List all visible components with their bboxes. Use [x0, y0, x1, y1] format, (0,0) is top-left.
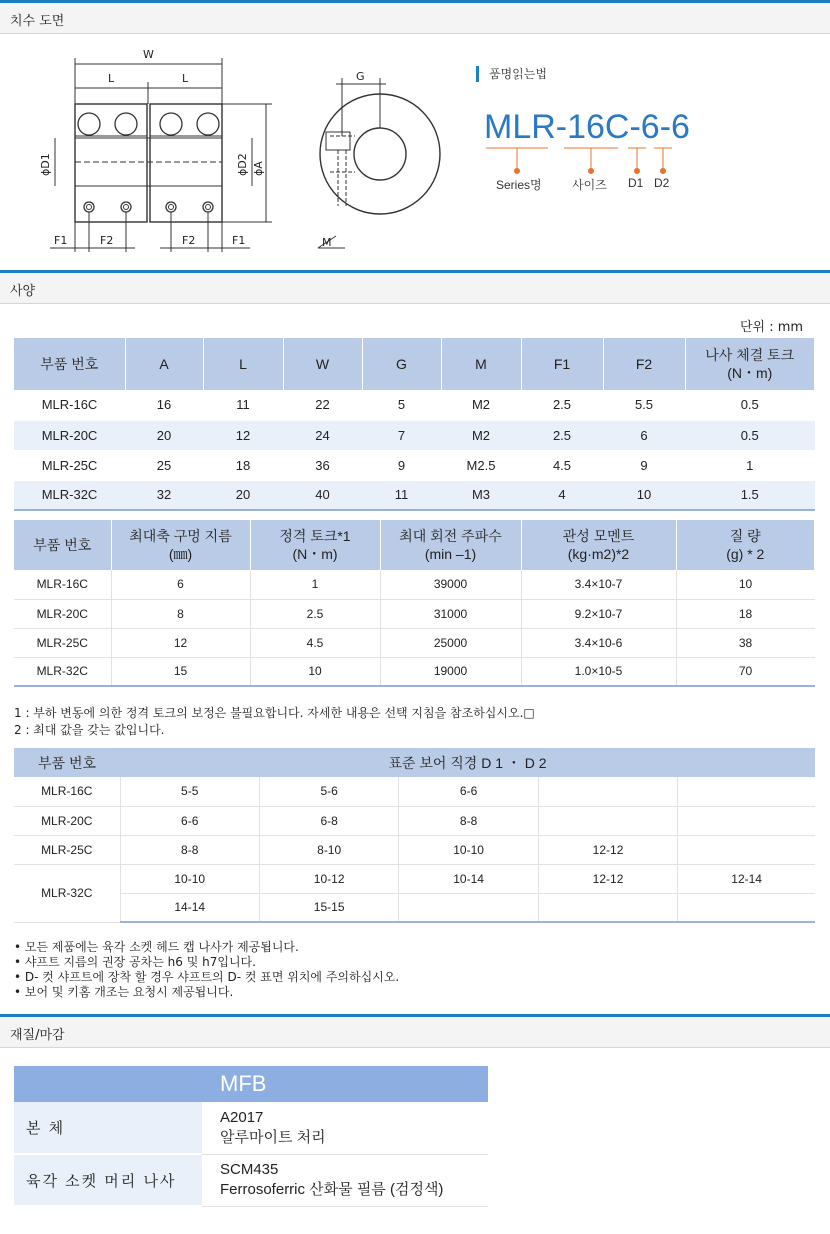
- label-F1a: F1: [54, 234, 68, 247]
- table-cell: MLR-32C: [14, 657, 111, 686]
- header-mfb: MFB: [202, 1066, 488, 1102]
- table-header-row: [14, 338, 815, 390]
- bullet-4: • 보어 및 키홈 개조는 요청시 제공됩니다.: [14, 985, 234, 999]
- table-row: [14, 777, 815, 806]
- note-1: 1 : 부하 변동에 의한 정격 토크의 보정은 불필요합니다. 자세한 내용은 선택 지침을 참조하십시오.□: [14, 706, 535, 720]
- material-line: A2017: [220, 1108, 264, 1126]
- unit-label: 단위 : mm: [740, 320, 804, 335]
- section-material-bar: [0, 1014, 830, 1048]
- table-cell: 22: [283, 390, 362, 420]
- bore-cell: 8-8: [399, 806, 538, 835]
- bore-cell: 12-14: [678, 864, 815, 893]
- table-cell: 12: [203, 420, 283, 450]
- table-cell: MLR-25C: [14, 628, 111, 657]
- label-L1: L: [108, 72, 115, 85]
- header-F2: F2: [603, 338, 685, 390]
- table-row: [14, 420, 815, 450]
- material-line: Ferrosoferric 산화물 필름 (검정색): [220, 1181, 444, 1198]
- table-cell: 9: [603, 450, 685, 480]
- material-row-body: [14, 1102, 488, 1154]
- table-cell: 1: [250, 570, 380, 599]
- header-A: A: [125, 338, 203, 390]
- table-header-row: [14, 1066, 488, 1102]
- table-row: [14, 570, 815, 599]
- table-cell: MLR-16C: [14, 570, 111, 599]
- table-cell: 2.5: [521, 420, 603, 450]
- section-dimension-bar: [0, 0, 830, 34]
- table-cell: 5: [362, 390, 441, 420]
- section-spec-bar: [0, 270, 830, 304]
- table-cell: 25: [125, 450, 203, 480]
- table-cell: 4.5: [250, 628, 380, 657]
- table-cell: 2.5: [250, 599, 380, 628]
- table-cell: 15: [111, 657, 250, 686]
- table-row: [14, 657, 815, 686]
- bore-cell: 8-10: [259, 835, 398, 864]
- bore-cell: [399, 893, 538, 922]
- table-cell: 10: [250, 657, 380, 686]
- table-cell: 36: [283, 450, 362, 480]
- table-cell: 38: [676, 628, 815, 657]
- material-value: [202, 1102, 488, 1154]
- model-part-size: 사이즈: [572, 178, 607, 192]
- table-cell: 6: [603, 420, 685, 450]
- table-cell: 3.4×10-7: [521, 570, 676, 599]
- table-cell: 40: [283, 480, 362, 510]
- table-cell: 24: [283, 420, 362, 450]
- material-line: SCM435: [220, 1161, 279, 1178]
- header-part: 부품 번호: [14, 748, 120, 777]
- table-row: [14, 390, 815, 420]
- part-cell: MLR-16C: [14, 777, 120, 806]
- table-cell: M2.5: [441, 450, 521, 480]
- bore-cell: 6-6: [399, 777, 538, 806]
- bore-cell: 5-6: [259, 777, 398, 806]
- table-row: [14, 864, 815, 893]
- table-cell: MLR-16C: [14, 390, 125, 420]
- table-header-row: [14, 748, 815, 777]
- table-cell: 7: [362, 420, 441, 450]
- bore-cell: [538, 893, 677, 922]
- table-row: [14, 450, 815, 480]
- label-F2b: F2: [182, 234, 196, 247]
- table-cell: M2: [441, 390, 521, 420]
- table-cell: 39000: [380, 570, 521, 599]
- label-L2: L: [182, 72, 189, 85]
- section-title: 사양: [10, 284, 36, 299]
- table-cell: MLR-25C: [14, 450, 125, 480]
- table-cell: 32: [125, 480, 203, 510]
- section-title: 재질/마감: [10, 1028, 65, 1043]
- bore-table: [14, 748, 815, 923]
- bullet-1: • 모든 제품에는 육각 소켓 헤드 캡 나사가 제공됩니다.: [14, 940, 299, 954]
- table-cell: 8: [111, 599, 250, 628]
- bore-cell: 14-14: [120, 893, 259, 922]
- label-F2a: F2: [100, 234, 114, 247]
- table-cell: 25000: [380, 628, 521, 657]
- section-title: 치수 도면: [10, 14, 65, 29]
- table-cell: 1.0×10-5: [521, 657, 676, 686]
- table-row: [14, 628, 815, 657]
- table-row: [14, 806, 815, 835]
- table-cell: MLR-20C: [14, 420, 125, 450]
- bore-cell: [538, 806, 677, 835]
- model-code: MLR-16C-6-6: [484, 108, 690, 146]
- header-G: G: [362, 338, 441, 390]
- bore-cell: 12-12: [538, 864, 677, 893]
- spec-table-1: [14, 338, 815, 511]
- table-cell: 3.4×10-6: [521, 628, 676, 657]
- label-M: M: [322, 236, 332, 249]
- table-cell: 2.5: [521, 390, 603, 420]
- table-cell: 9: [362, 450, 441, 480]
- label-F1b: F1: [232, 234, 246, 247]
- table-cell: 1: [685, 450, 815, 480]
- material-value: [202, 1154, 488, 1206]
- label-W: W: [143, 48, 154, 61]
- header-part: 부품 번호: [14, 338, 125, 390]
- table-cell: 20: [203, 480, 283, 510]
- table-cell: 31000: [380, 599, 521, 628]
- bore-cell: [678, 835, 815, 864]
- table-cell: 6: [111, 570, 250, 599]
- table-cell: 19000: [380, 657, 521, 686]
- table-row: [14, 893, 815, 922]
- bore-cell: 6-6: [120, 806, 259, 835]
- table-row: [14, 835, 815, 864]
- header-bore: 표준 보어 직경 D 1 ・ D 2: [120, 748, 815, 777]
- table-cell: 0.5: [685, 390, 815, 420]
- table-cell: 4.5: [521, 450, 603, 480]
- header-M: M: [441, 338, 521, 390]
- label-D1: ϕD1: [39, 153, 52, 176]
- bore-cell: [538, 777, 677, 806]
- model-code-pointers: [0, 140, 830, 180]
- table-cell: 18: [676, 599, 815, 628]
- model-part-series: Series명: [496, 178, 542, 192]
- table-cell: 70: [676, 657, 815, 686]
- table-row: [14, 599, 815, 628]
- bore-cell: 15-15: [259, 893, 398, 922]
- header-mass: 질 량 (g) * 2: [676, 520, 815, 570]
- material-key: 본 체: [14, 1102, 202, 1154]
- header-inertia: 관성 모멘트 (kg·m2)*2: [521, 520, 676, 570]
- model-reading-title: 품명읽는법: [476, 66, 547, 82]
- table-row: [14, 480, 815, 510]
- header-max-rpm: 최대 회전 주파수 (min –1): [380, 520, 521, 570]
- table-cell: M2: [441, 420, 521, 450]
- bore-cell: 8-8: [120, 835, 259, 864]
- label-A: ϕA: [252, 161, 265, 176]
- table-cell: 11: [203, 390, 283, 420]
- bore-cell: 12-12: [538, 835, 677, 864]
- note-2: 2 : 최대 값을 갖는 값입니다.: [14, 723, 165, 737]
- table-cell: MLR-32C: [14, 480, 125, 510]
- bore-cell: [678, 893, 815, 922]
- header-max-bore: 최대축 구멍 지름 (㎜): [111, 520, 250, 570]
- bore-cell: 10-10: [120, 864, 259, 893]
- bore-cell: 10-14: [399, 864, 538, 893]
- header-torque: 나사 체결 토크 (N・m): [685, 338, 815, 390]
- table-cell: 20: [125, 420, 203, 450]
- bullet-2: • 샤프트 지름의 권장 공차는 h6 및 h7입니다.: [14, 955, 256, 969]
- bore-cell: 6-8: [259, 806, 398, 835]
- material-row-screw: [14, 1154, 488, 1206]
- table-cell: 0.5: [685, 420, 815, 450]
- table-cell: 9.2×10-7: [521, 599, 676, 628]
- table-cell: MLR-20C: [14, 599, 111, 628]
- part-cell: MLR-25C: [14, 835, 120, 864]
- material-table: [14, 1066, 488, 1207]
- bore-cell: 10-10: [399, 835, 538, 864]
- header-empty: [14, 1066, 202, 1102]
- header-rated-torque: 정격 토크*1 (N・m): [250, 520, 380, 570]
- header-part: 부품 번호: [14, 520, 111, 570]
- table-cell: 10: [603, 480, 685, 510]
- bore-cell: 10-12: [259, 864, 398, 893]
- table-cell: 16: [125, 390, 203, 420]
- part-cell: MLR-20C: [14, 806, 120, 835]
- header-W: W: [283, 338, 362, 390]
- material-key: 육각 소켓 머리 나사: [14, 1154, 202, 1206]
- table-cell: 12: [111, 628, 250, 657]
- label-D2: ϕD2: [236, 153, 249, 176]
- header-L: L: [203, 338, 283, 390]
- table-cell: 11: [362, 480, 441, 510]
- table-cell: 10: [676, 570, 815, 599]
- bore-cell: [678, 806, 815, 835]
- part-cell: MLR-32C: [14, 864, 120, 922]
- bullet-3: • D- 컷 샤프트에 장착 할 경우 샤프트의 D- 컷 표면 위치에 주의하십시오.: [14, 970, 400, 984]
- bore-cell: 5-5: [120, 777, 259, 806]
- bore-cell: [678, 777, 815, 806]
- spec-table-2: [14, 520, 815, 687]
- table-header-row: [14, 520, 815, 570]
- table-cell: 4: [521, 480, 603, 510]
- material-line: 알루마이트 처리: [220, 1128, 326, 1146]
- model-part-d1: D1: [628, 176, 644, 190]
- table-cell: 5.5: [603, 390, 685, 420]
- label-G: G: [356, 70, 365, 83]
- table-cell: 1.5: [685, 480, 815, 510]
- table-cell: M3: [441, 480, 521, 510]
- model-part-d2: D2: [654, 176, 670, 190]
- header-F1: F1: [521, 338, 603, 390]
- table-cell: 18: [203, 450, 283, 480]
